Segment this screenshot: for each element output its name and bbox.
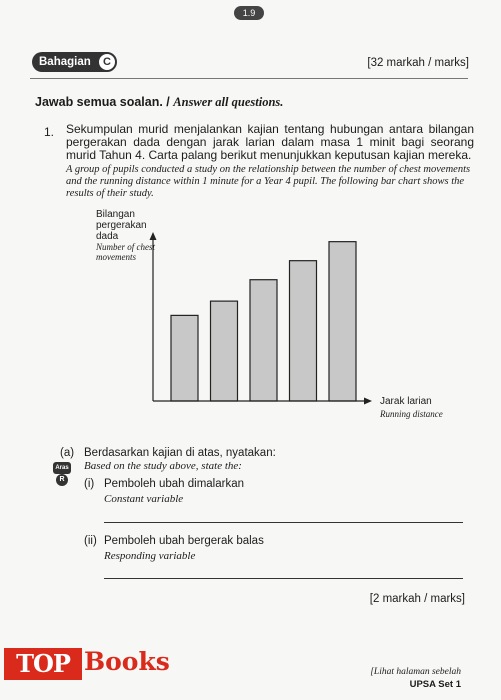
- answer-line-i[interactable]: [104, 522, 463, 523]
- chart-bar: [250, 280, 277, 401]
- part-a-marks: [2 markah / marks]: [369, 593, 465, 605]
- question-text-english: A group of pupils conducted a study on the relationship between the number of chest movements and the running distance within 1 minute for a Year 4 pupil. The following bar chart shows the results of their study.: [66, 164, 471, 199]
- x-axis-label-english: Running distance: [380, 409, 443, 419]
- question-number: 1.: [44, 125, 55, 139]
- sub-question-ii-label: (ii): [84, 535, 97, 547]
- y-axis-label-malay: Bilangan pergerakan dada: [96, 209, 147, 242]
- chart-bar: [290, 261, 317, 401]
- y-axis-arrow: [150, 232, 157, 240]
- sub-question-ii-text: Pemboleh ubah bergerak balas: [104, 535, 264, 547]
- question-text-malay: Sekumpulan murid menjalankan kajian tentang hubungan antara bilangan pergerakan dada dengan jarak larian dalam masa 1 minit bagi seorang murid Tahun 4. Carta palang berikut menunjukkan keputusan kajian mereka.: [66, 122, 474, 162]
- section-marks: [32 markah / marks]: [367, 57, 469, 69]
- section-badge: Bahagian: [32, 52, 115, 72]
- set-label: UPSA Set 1: [409, 679, 461, 690]
- sub-question-i-english: Constant variable: [104, 493, 184, 505]
- chart-bar: [171, 315, 198, 401]
- level-badge: Aras: [53, 462, 71, 474]
- page-number: 1.9: [234, 6, 264, 20]
- part-a-label: (a): [60, 447, 75, 459]
- answer-line-ii[interactable]: [104, 578, 463, 579]
- sub-question-ii-english: Responding variable: [104, 550, 196, 562]
- x-axis-arrow: [364, 398, 372, 405]
- part-a-text: Berdasarkan kajian di atas, nyatakan:: [84, 447, 276, 459]
- x-axis-label-malay: Jarak larian: [380, 396, 432, 407]
- level-indicator: R: [56, 474, 68, 486]
- logo-books-text: Books: [84, 647, 170, 676]
- chart-bar: [329, 242, 356, 401]
- instruction-malay: Jawab semua soalan. /: [35, 95, 170, 109]
- y-axis-label-english: Number of chest movements: [96, 242, 155, 262]
- sub-question-i-text: Pemboleh ubah dimalarkan: [104, 478, 245, 490]
- section-letter: C: [97, 52, 117, 72]
- sub-question-i-label: (i): [84, 478, 95, 490]
- next-page-note: [Lihat halaman sebelah: [370, 667, 461, 677]
- logo-top-block: TOP: [4, 648, 82, 680]
- chart-bar: [211, 301, 238, 401]
- part-a-text-english: Based on the study above, state the:: [84, 460, 242, 472]
- instruction-english: Answer all questions.: [173, 95, 284, 109]
